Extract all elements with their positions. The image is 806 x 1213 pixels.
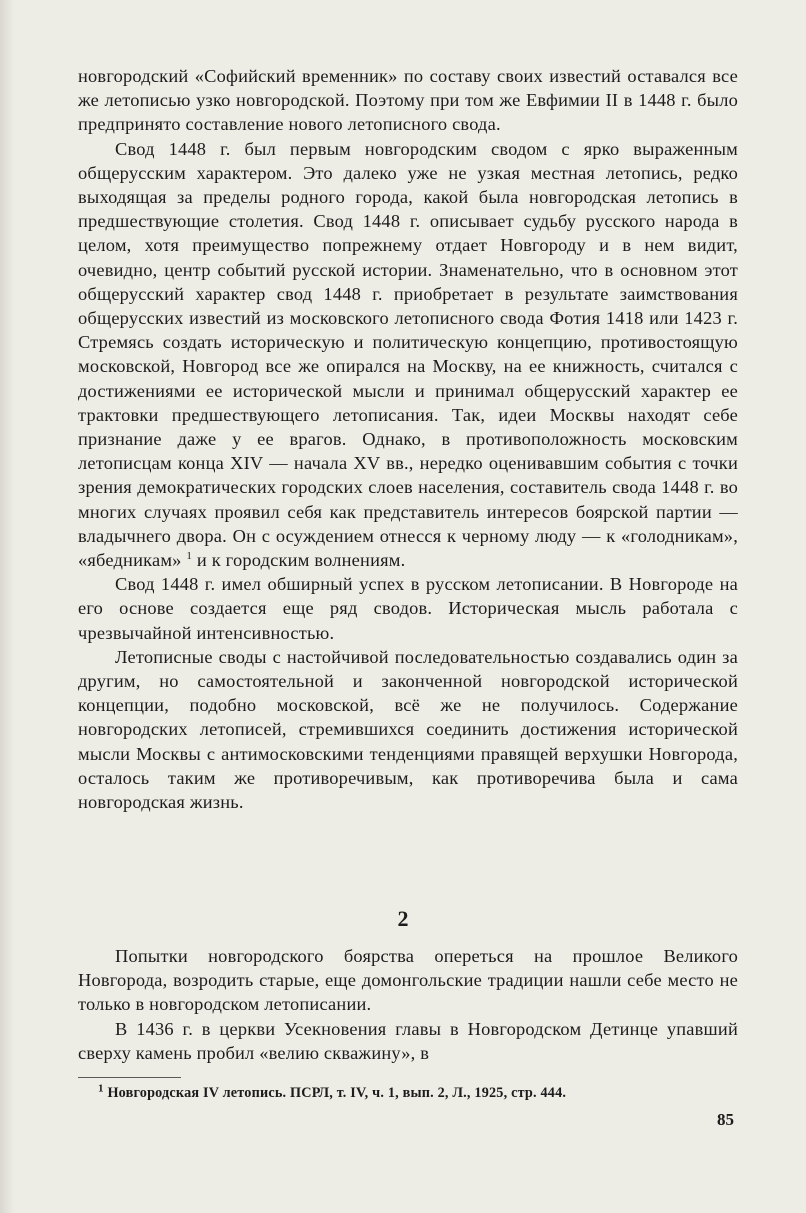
footnote [78,1084,738,1102]
footnote-divider [78,1077,181,1078]
paragraph-3: Свод 1448 г. имел обширный успех в русском летописании. В Новгороде на его основе создается еще ряд сводов. Историческая мысль работала с чрезвычайной интенсивностью. [78,574,738,643]
section-number: 2 [397,906,409,931]
paragraph-1: новгородский «Софийский временник» по составу своих известий оставался все же летописью узко новгородской. Поэтому при том же Евфимии II в 1448 г. было предпринято составление нового летописного свода. [78,66,738,135]
paragraph-2 [78,137,738,573]
section-2-text [78,944,738,1065]
page-number: 85 [717,1110,734,1129]
paragraph-2-text: Свод 1448 г. был первым новгородским сводом с ярко выраженным общерусским характером. Это далеко уже не узкая местная летопись, редко выходящая за пределы родного города, какой была новгородская летопись в предшествующие столетия. Свод 1448 г. описывает судьбу русского народа в целом, хотя преимущество попрежнему отдает Новгороду и в нем видит, очевидно, центр событий русской истории. Знаменательно, что в основном этот общерусский характер свод 1448 г. приобретает в результате заимствования общерусских известий из московского летописного свода Фотия 1418 или 1423 г. Стремясь создать историческую и политическую концепцию, противостоящую московской, Новгород все же опирался на Москву, на ее книжность, считался с достижениями ее исторической мысли и принимал общерусский характер ее трактовки предшествующего летописания. Так, идеи Москвы находят себе признание даже у ее врагов. Однако, в противоположность московским летописцам конца XIV — начала XV вв., нередко оценивавшим события с точки зрения демократических городских слоев населения, составитель свода 1448 г. во многих случаях проявил себя как представитель интересов боярской партии — владычнего двора. Он с осуждением отнесся к черному люду — к «голодникам», «ябедникам» [78,138,738,571]
paragraph-5: Попытки новгородского боярства опереться на прошлое Великого Новгорода, возродить старые, еще домонгольские традиции нашли себе место не только в новгородском летописании. [78,946,738,1015]
paragraph-2-tail: и к городским волнениям. [192,550,406,571]
paragraph-6: В 1436 г. в церкви Усекновения главы в Новгородском Детинце упавший сверху камень пробил «велию скважину», в [78,1018,738,1063]
paragraph-4: Летописные своды с настойчивой последовательностью создавались один за другим, но самостоятельной и законченной новгородской исторической концепции, подобно московской, всё же не получилось. Содержание новгородских летописей, стремившихся соединить достижения исторической мысли Москвы с антимосковскими тенденциями правящей верхушки Новгорода, осталось таким же противоречивым, как противоречива была и сама новгородская жизнь. [78,646,738,813]
footnote-marker: 1 [98,1082,104,1095]
footnote-text: Новгородская IV летопись. ПСРЛ, т. IV, ч. 1, вып. 2, Л., 1925, стр. 444. [103,1085,567,1101]
footnote-reference: 1 [186,549,193,562]
main-text [78,64,738,814]
page-binding-shadow [0,0,14,1213]
